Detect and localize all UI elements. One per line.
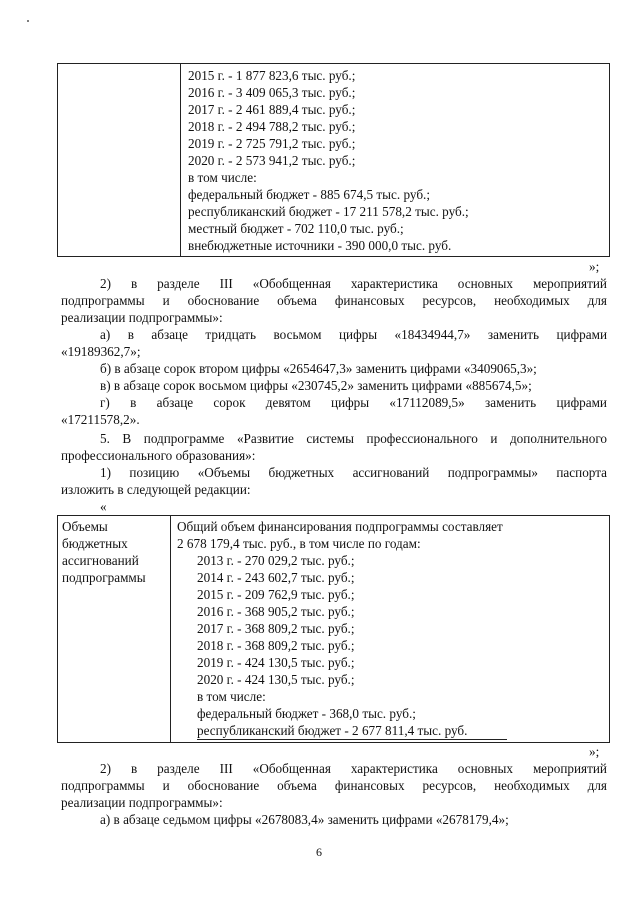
total-funding-line1: Общий объем финансирования подпрограммы составляет bbox=[177, 519, 503, 534]
funding-table-continued bbox=[57, 63, 610, 257]
page-number: 6 bbox=[316, 845, 322, 859]
item-a2: а) в абзаце седьмом цифры «2678083,4» заменить цифрами «2678179,4»; bbox=[100, 812, 509, 827]
opening-quote: « bbox=[100, 499, 107, 514]
para2b-line3: реализации подпрограммы»: bbox=[61, 795, 223, 810]
table2-right-cell bbox=[171, 516, 610, 743]
left-label-line: ассигнований bbox=[62, 553, 139, 568]
item-a-line1: а) в абзаце тридцать восьмом цифры «18434944,7» заменить цифрами bbox=[100, 327, 607, 342]
para2-line1: 2) в разделе III «Обобщенная характеристика основных мероприятий bbox=[100, 276, 607, 291]
para5-1-line2: изложить в следующей редакции: bbox=[61, 482, 251, 497]
left-label-line: бюджетных bbox=[62, 536, 128, 551]
table2-left-cell bbox=[58, 516, 171, 743]
para2b-line2: подпрограммы и обоснование объема финансовых ресурсов, необходимых для bbox=[61, 778, 607, 793]
item-g-line1: г) в абзаце сорок девятом цифры «17112089,5» заменить цифрами bbox=[100, 395, 607, 410]
table2-closing-quote: »; bbox=[589, 744, 600, 759]
table1-line: внебюджетные источники - 390 000,0 тыс. руб. bbox=[188, 238, 452, 253]
item-b: б) в абзаце сорок втором цифры «2654647,3» заменить цифрами «3409065,3»; bbox=[100, 361, 537, 376]
table1-line: в том числе: bbox=[188, 170, 257, 185]
item-v: в) в абзаце сорок восьмом цифры «230745,2» заменить цифрами «885674,5»; bbox=[100, 378, 532, 393]
table1-line: местный бюджет - 702 110,0 тыс. руб.; bbox=[188, 221, 404, 236]
table1-left-cell bbox=[58, 64, 181, 257]
year-line: 2018 г. - 368 809,2 тыс. руб.; bbox=[197, 638, 355, 653]
year-line: 2014 г. - 243 602,7 тыс. руб.; bbox=[197, 570, 355, 585]
republican-budget-text: республиканский бюджет - 2 677 811,4 тыс. руб. bbox=[197, 722, 507, 740]
including-line: в том числе: bbox=[197, 689, 266, 704]
table1-line: 2016 г. - 3 409 065,3 тыс. руб.; bbox=[188, 85, 356, 100]
left-label-line: Объемы bbox=[62, 519, 108, 534]
table1-line: 2020 г. - 2 573 941,2 тыс. руб.; bbox=[188, 153, 356, 168]
budget-allocation-table bbox=[57, 515, 610, 743]
left-label-line: подпрограммы bbox=[62, 570, 146, 585]
table1-line: 2015 г. - 1 877 823,6 тыс. руб.; bbox=[188, 68, 356, 83]
year-line: 2017 г. - 368 809,2 тыс. руб.; bbox=[197, 621, 355, 636]
republican-budget-line bbox=[177, 722, 605, 740]
para2-line2: подпрограммы и обоснование объема финансовых ресурсов, необходимых для bbox=[61, 293, 607, 308]
year-line: 2016 г. - 368 905,2 тыс. руб.; bbox=[197, 604, 355, 619]
year-line: 2020 г. - 424 130,5 тыс. руб.; bbox=[197, 672, 355, 687]
year-line: 2015 г. - 209 762,9 тыс. руб.; bbox=[197, 587, 355, 602]
total-funding-line2: 2 678 179,4 тыс. руб., в том числе по годам: bbox=[177, 536, 421, 551]
para5-1-line1: 1) позицию «Объемы бюджетных ассигнований подпрограммы» паспорта bbox=[100, 465, 607, 480]
para5-line1: 5. В подпрограмме «Развитие системы профессионального и дополнительного bbox=[100, 431, 607, 446]
table1-line: федеральный бюджет - 885 674,5 тыс. руб.; bbox=[188, 187, 430, 202]
item-g-line2: «17211578,2». bbox=[61, 412, 140, 427]
table1-right-cell bbox=[181, 64, 610, 257]
federal-budget-line: федеральный бюджет - 368,0 тыс. руб.; bbox=[197, 706, 416, 721]
table1-line: республиканский бюджет - 17 211 578,2 тыс. руб.; bbox=[188, 204, 469, 219]
para5-line2: профессионального образования»: bbox=[61, 448, 256, 463]
year-line: 2013 г. - 270 029,2 тыс. руб.; bbox=[197, 553, 355, 568]
table1-line: 2019 г. - 2 725 791,2 тыс. руб.; bbox=[188, 136, 356, 151]
table1-line: 2017 г. - 2 461 889,4 тыс. руб.; bbox=[188, 102, 356, 117]
year-line: 2019 г. - 424 130,5 тыс. руб.; bbox=[197, 655, 355, 670]
scan-speck bbox=[27, 20, 29, 22]
table1-closing-quote: »; bbox=[589, 259, 600, 274]
para2-line3: реализации подпрограммы»: bbox=[61, 310, 223, 325]
para2b-line1: 2) в разделе III «Обобщенная характеристика основных мероприятий bbox=[100, 761, 607, 776]
item-a-line2: «19189362,7»; bbox=[61, 344, 141, 359]
table1-line: 2018 г. - 2 494 788,2 тыс. руб.; bbox=[188, 119, 356, 134]
